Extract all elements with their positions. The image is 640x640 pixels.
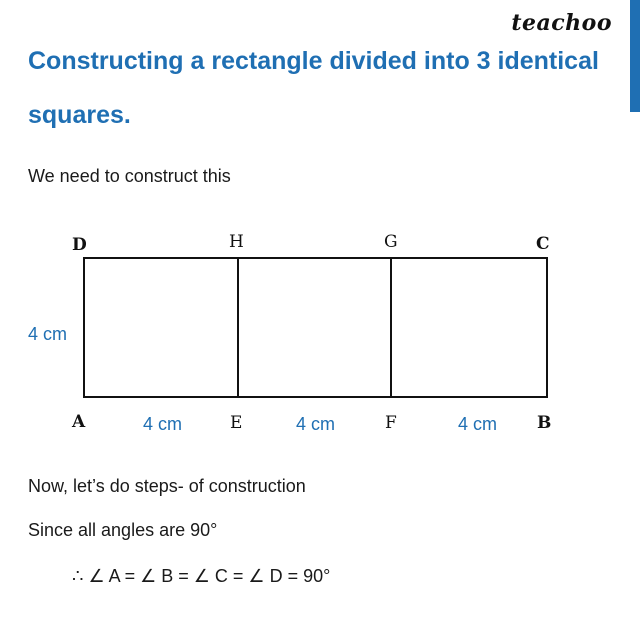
page-title: Constructing a rectangle divided into 3 identical squares. [28, 47, 599, 129]
angle-equation: ∴ ∠ A = ∠ B = ∠ C = ∠ D = 90° [72, 566, 331, 586]
teachoo-logo: teachoo [511, 10, 612, 36]
vertex-d: D [72, 235, 87, 255]
side-length-label: 4 cm [28, 324, 68, 344]
steps-intro-text: Now, let’s do steps- of construction [28, 476, 306, 496]
vertex-a: A [72, 412, 86, 432]
vertex-g: G [384, 232, 398, 252]
outer-rectangle [84, 258, 547, 397]
segment-fb-label: 4 cm [458, 414, 498, 434]
segment-ae-label: 4 cm [143, 414, 183, 434]
vertex-c: C [536, 234, 550, 254]
intro-text: We need to construct this [28, 166, 231, 186]
segment-ef-label: 4 cm [296, 414, 336, 434]
vertex-f: F [385, 413, 397, 433]
angles-note-text: Since all angles are 90° [28, 520, 218, 540]
vertex-b: B [537, 413, 552, 433]
vertex-e: E [230, 413, 243, 433]
vertex-h: H [229, 232, 244, 252]
